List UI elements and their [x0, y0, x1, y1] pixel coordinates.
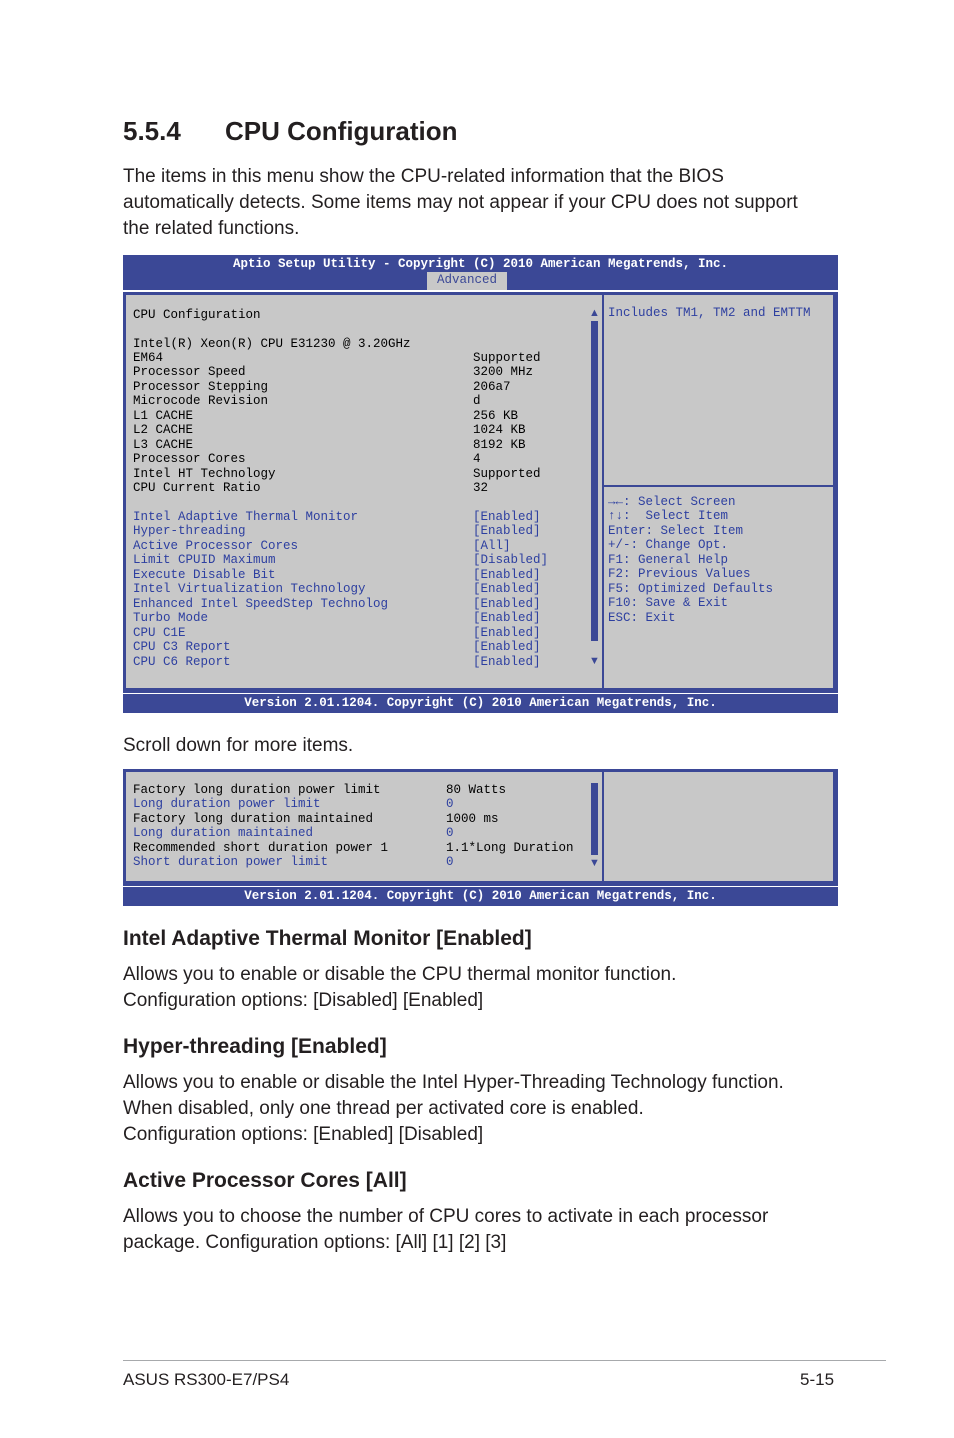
key-legend: [608, 495, 773, 625]
bios-row-value: [Enabled]: [473, 582, 541, 597]
bios-row-label: Intel Virtualization Technology: [133, 582, 366, 597]
bios-row-value: 8192 KB: [473, 437, 526, 452]
bios-row-value: d: [473, 394, 481, 409]
item-line: Allows you to choose the number of CPU cores to activate in each processor: [123, 1206, 769, 1227]
bios-row-value: Supported: [473, 466, 541, 481]
triangle-down-icon[interactable]: ▼: [589, 655, 600, 667]
item-description: [123, 962, 676, 1014]
bios-row: [133, 394, 593, 408]
bios-footer: Version 2.01.1204. Copyright (C) 2010 American Megatrends, Inc.: [123, 694, 838, 713]
bios-row-label: Microcode Revision: [133, 394, 269, 409]
bios-row-label: L1 CACHE: [133, 408, 194, 423]
bios-settings-panel-2: [126, 772, 602, 881]
bios-row-value: 80 Watts: [446, 783, 507, 797]
item-line: When disabled, only one thread per activated core is enabled.: [123, 1098, 644, 1119]
footer-model: ASUS RS300-E7/PS4: [123, 1370, 290, 1389]
bios-row-label: Processor Cores: [133, 452, 246, 467]
bios-row[interactable]: [133, 655, 593, 669]
bios-row-value: 0: [446, 826, 454, 841]
bios-row[interactable]: [133, 553, 593, 567]
bios-help-panel: [604, 295, 833, 485]
bios-row[interactable]: [133, 524, 593, 538]
bios-row[interactable]: [133, 582, 593, 596]
bios-row[interactable]: [133, 626, 593, 640]
key-legend-item: F5: Optimized Defaults: [608, 581, 774, 596]
section-heading: [123, 116, 458, 147]
bios-row-label: Turbo Mode: [133, 611, 209, 626]
bios-row-label: CPU C3 Report: [133, 640, 231, 655]
bios-row-value: [Disabled]: [473, 553, 549, 568]
bios-row-value: 1.1*Long Duration: [446, 840, 574, 855]
item-line: Allows you to enable or disable the Intel Hyper-Threading Technology function.: [123, 1072, 784, 1093]
bios-row-value: [Enabled]: [473, 611, 541, 626]
bios-row: [133, 467, 593, 481]
bios-header: [123, 255, 838, 290]
intro-paragraph: [123, 164, 798, 242]
bios-row: [133, 841, 593, 855]
bios-row: [133, 783, 593, 797]
bios-row-label: Intel Adaptive Thermal Monitor: [133, 510, 359, 524]
key-legend-item: ESC: Exit: [608, 610, 676, 625]
bios-row[interactable]: [133, 568, 593, 582]
item-line: Allows you to enable or disable the CPU thermal monitor function.: [123, 964, 677, 985]
bios-row-label: Intel HT Technology: [133, 466, 276, 481]
bios-row: [133, 351, 593, 365]
intro-line: automatically detects. Some items may not appear if your CPU does not support: [123, 192, 798, 213]
bios-row-label: Long duration power limit: [133, 797, 321, 812]
bios-row[interactable]: [133, 539, 593, 553]
bios-row-value: 256 KB: [473, 408, 519, 423]
bios-help-panel-2: [604, 772, 833, 881]
triangle-down-icon[interactable]: ▼: [589, 857, 600, 869]
bios-row-label: Limit CPUID Maximum: [133, 553, 276, 568]
bios-row-label: Factory long duration maintained: [133, 811, 374, 826]
footer-page-number: 5-15: [800, 1370, 835, 1389]
section-title: CPU Configuration: [225, 116, 458, 146]
bios-row-value: 1024 KB: [473, 423, 526, 438]
scrollbar-thumb[interactable]: [591, 783, 598, 855]
item-heading: Active Processor Cores [All]: [123, 1169, 407, 1192]
bios-row-value: [Enabled]: [473, 510, 541, 524]
bios-row-value: Supported: [473, 351, 541, 365]
bios-main-frame: [123, 292, 838, 693]
bios-row-value: [Enabled]: [473, 654, 541, 669]
bios-row-value: 0: [446, 855, 454, 870]
bios-row-label: Short duration power limit: [133, 855, 329, 870]
key-legend-item: ↑↓: Select Item: [608, 509, 729, 524]
footer-rule: [123, 1360, 886, 1361]
bios-row-label: Enhanced Intel SpeedStep Technolog: [133, 596, 389, 611]
scrollbar-thumb[interactable]: [591, 321, 598, 641]
bios-keys-panel: [604, 487, 833, 688]
tab-advanced[interactable]: Advanced: [427, 272, 507, 290]
bios-row[interactable]: [133, 611, 593, 625]
bios-row-label: Hyper-threading: [133, 524, 246, 539]
bios-row-label: Processor Speed: [133, 365, 246, 380]
bios-row: [133, 409, 593, 423]
intro-line: the related functions.: [123, 218, 300, 239]
item-heading: Hyper-threading [Enabled]: [123, 1035, 387, 1058]
bios-row-value: 3200 MHz: [473, 365, 534, 380]
bios-row-value: [Enabled]: [473, 640, 541, 655]
bios-row-value: 32: [473, 481, 489, 496]
key-legend-item: F10: Save & Exit: [608, 596, 729, 611]
triangle-up-icon[interactable]: ▲: [589, 307, 600, 319]
item-description: [123, 1070, 784, 1148]
bios-row-value: 4: [473, 452, 481, 467]
bios-row-label: Execute Disable Bit: [133, 567, 276, 582]
key-legend-item: +/-: Change Opt.: [608, 538, 729, 553]
bios-row-label: Factory long duration power limit: [133, 783, 381, 797]
item-line: Configuration options: [Enabled] [Disabled]: [123, 1124, 484, 1145]
item-line: package. Configuration options: [All] [1] [2] [3]: [123, 1232, 507, 1253]
bios-row-value: 206a7: [473, 379, 511, 394]
key-legend-item: →←: Select Screen: [608, 495, 736, 509]
item-description: [123, 1204, 768, 1256]
bios-row-label: L2 CACHE: [133, 423, 194, 438]
bios-row-value: [Enabled]: [473, 596, 541, 611]
bios-row-value: [All]: [473, 538, 511, 553]
bios-row-value: [Enabled]: [473, 567, 541, 582]
bios-row[interactable]: [133, 826, 593, 840]
bios-row-label: Long duration maintained: [133, 826, 314, 841]
panel-title: CPU Configuration: [133, 308, 261, 322]
bios-row-value: [Enabled]: [473, 524, 541, 539]
bios-row[interactable]: [133, 510, 593, 524]
item-line: Configuration options: [Disabled] [Enabled]: [123, 990, 484, 1011]
bios-scroll-frame: [123, 769, 838, 886]
bios-row[interactable]: [133, 640, 593, 654]
bios-row: [133, 812, 593, 826]
bios-row-label: CPU C6 Report: [133, 654, 231, 669]
bios-row: [133, 380, 593, 394]
key-legend-item: F2: Previous Values: [608, 567, 751, 582]
bios-row-label: CPU C1E: [133, 625, 186, 640]
key-legend-item: Enter: Select Item: [608, 523, 744, 538]
bios-row[interactable]: [133, 855, 593, 869]
bios-row: [133, 481, 593, 495]
scroll-note: Scroll down for more items.: [123, 735, 354, 756]
bios-row-label: EM64: [133, 351, 164, 365]
bios-row: [133, 423, 593, 437]
cpu-name: Intel(R) Xeon(R) CPU E31230 @ 3.20GHz: [133, 337, 411, 351]
bios-row-value: 0: [446, 797, 454, 812]
bios-row: [133, 365, 593, 379]
bios-row-value: 1000 ms: [446, 811, 499, 826]
section-number: 5.5.4: [123, 116, 181, 146]
bios-header-title: Aptio Setup Utility - Copyright (C) 2010 American Megatrends, Inc.: [232, 257, 729, 271]
intro-line: The items in this menu show the CPU-related information that the BIOS: [123, 166, 724, 187]
bios-row[interactable]: [133, 597, 593, 611]
item-heading: Intel Adaptive Thermal Monitor [Enabled]: [123, 927, 532, 950]
bios-row-label: CPU Current Ratio: [133, 481, 261, 496]
bios-footer-2: Version 2.01.1204. Copyright (C) 2010 American Megatrends, Inc.: [123, 887, 838, 906]
bios-row-label: Processor Stepping: [133, 379, 269, 394]
bios-row-label: Recommended short duration power 1: [133, 840, 389, 855]
key-legend-item: F1: General Help: [608, 552, 729, 567]
bios-row[interactable]: [133, 797, 593, 811]
bios-row-label: Active Processor Cores: [133, 538, 299, 553]
bios-row: [133, 438, 593, 452]
bios-row-value: [Enabled]: [473, 625, 541, 640]
bios-row: [133, 452, 593, 466]
bios-settings-panel: [126, 295, 602, 688]
help-text: Includes TM1, TM2 and EMTTM: [608, 306, 811, 320]
bios-row-label: L3 CACHE: [133, 437, 194, 452]
